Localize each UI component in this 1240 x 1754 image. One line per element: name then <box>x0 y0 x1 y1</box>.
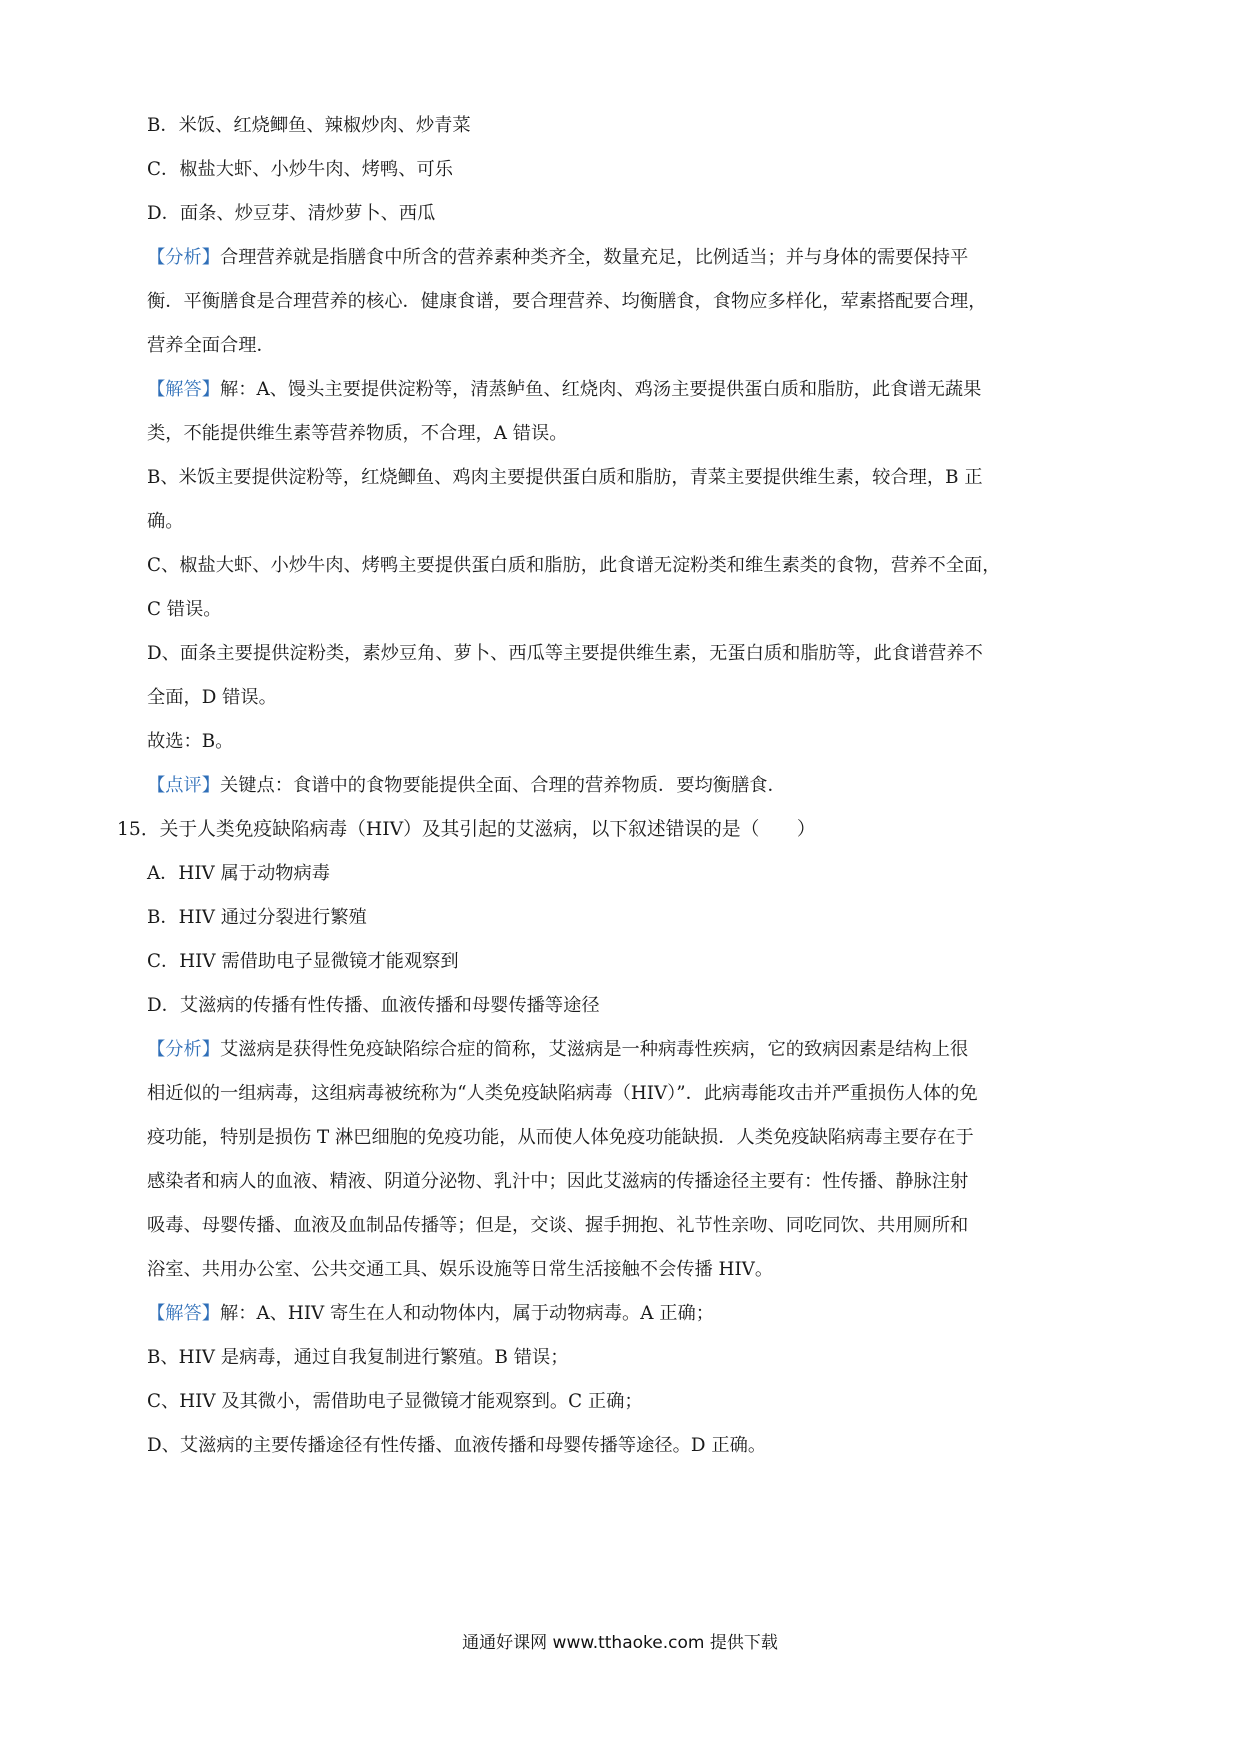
q14-answer-b-1: B、米饭主要提供淀粉等，红烧鲫鱼、鸡肉主要提供蛋白质和脂肪，青菜主要提供维生素，较合理，B 正 <box>147 467 983 488</box>
q14-analysis-line-2: 衡．平衡膳食是合理营养的核心．健康食谱，要合理营养、均衡膳食，食物应多样化，荤素搭配要合理， <box>147 291 987 312</box>
answer-tag: 【解答】 <box>147 1303 220 1324</box>
q14-answer-b-2: 确。 <box>147 511 184 532</box>
q14-option-b: B．米饭、红烧鲫鱼、辣椒炒肉、炒青菜 <box>147 115 471 136</box>
page-footer: 通通好课网 www.tthaoke.com 提供下载 <box>462 1633 778 1653</box>
q14-analysis-line-3: 营养全面合理． <box>147 335 275 356</box>
comment-tag: 【点评】 <box>147 775 220 796</box>
answer-text: 解：A、HIV 寄生在人和动物体内，属于动物病毒。A 正确； <box>220 1303 715 1324</box>
q15-stem: 15．关于人类免疫缺陷病毒（HIV）及其引起的艾滋病，以下叙述错误的是（ ） <box>117 819 816 840</box>
q15-analysis-line-2: 相近似的一组病毒，这组病毒被统称为“人类免疫缺陷病毒（HIV）”．此病毒能攻击并严重损伤人体的免 <box>147 1083 978 1104</box>
q15-option-b: B．HIV 通过分裂进行繁殖 <box>147 907 367 928</box>
q14-answer-c-1: C、椒盐大虾、小炒牛肉、烤鸭主要提供蛋白质和脂肪，此食谱无淀粉类和维生素类的食物，营养不全面， <box>147 555 1001 576</box>
q15-analysis-line-5: 吸毒、母婴传播、血液及血制品传播等；但是，交谈、握手拥抱、礼节性亲吻、同吃同饮、共用厕所和 <box>147 1215 969 1236</box>
q15-analysis-line-4: 感染者和病人的血液、精液、阴道分泌物、乳汁中；因此艾滋病的传播途径主要有：性传播、静脉注射 <box>147 1171 969 1192</box>
q14-option-c: C．椒盐大虾、小炒牛肉、烤鸭、可乐 <box>147 159 453 180</box>
analysis-tag: 【分析】 <box>147 247 220 268</box>
q15-option-c: C．HIV 需借助电子显微镜才能观察到 <box>147 951 459 972</box>
q15-analysis-line-1 <box>0 1036 1240 1064</box>
q15-answer-b: B、HIV 是病毒，通过自我复制进行繁殖。B 错误； <box>147 1347 569 1368</box>
q14-answer-line-2: 类，不能提供维生素等营养物质，不合理，A 错误。 <box>147 423 568 444</box>
q14-answer-d-1: D、面条主要提供淀粉类，素炒豆角、萝卜、西瓜等主要提供维生素，无蛋白质和脂肪等，此食谱营养不 <box>147 643 983 664</box>
analysis-text: 艾滋病是获得性免疫缺陷综合症的简称，艾滋病是一种病毒性疾病，它的致病因素是结构上很 <box>220 1039 969 1060</box>
q15-analysis-line-3: 疫功能，特别是损伤 T 淋巴细胞的免疫功能，从而使人体免疫功能缺损．人类免疫缺陷病毒主要存在于 <box>147 1127 974 1148</box>
q14-answer-choice: 故选：B。 <box>147 731 234 752</box>
q15-option-d: D．艾滋病的传播有性传播、血液传播和母婴传播等途径 <box>147 995 600 1016</box>
q15-answer-d: D、艾滋病的主要传播途径有性传播、血液传播和母婴传播等途径。D 正确。 <box>147 1435 767 1456</box>
comment-text: 关键点：食谱中的食物要能提供全面、合理的营养物质．要均衡膳食． <box>220 775 786 796</box>
q15-answer-c: C、HIV 及其微小，需借助电子显微镜才能观察到。C 正确； <box>147 1391 643 1412</box>
q15-answer-a <box>0 1300 1240 1328</box>
analysis-tag: 【分析】 <box>147 1039 220 1060</box>
q14-answer-d-2: 全面，D 错误。 <box>147 687 277 708</box>
answer-tag: 【解答】 <box>147 379 220 400</box>
q15-option-a: A．HIV 属于动物病毒 <box>147 863 331 884</box>
answer-text: 解：A、馒头主要提供淀粉等，清蒸鲈鱼、红烧肉、鸡汤主要提供蛋白质和脂肪，此食谱无蔬果 <box>220 379 982 400</box>
q14-option-d: D．面条、炒豆芽、清炒萝卜、西瓜 <box>147 203 436 224</box>
q15-analysis-line-6: 浴室、共用办公室、公共交通工具、娱乐设施等日常生活接触不会传播 HIV。 <box>147 1259 774 1280</box>
q14-answer-line-1 <box>0 376 1240 404</box>
q14-analysis-line-1 <box>0 244 1240 272</box>
q14-answer-c-2: C 错误。 <box>147 599 222 620</box>
q14-comment <box>0 772 1240 800</box>
analysis-text: 合理营养就是指膳食中所含的营养素种类齐全，数量充足，比例适当；并与身体的需要保持平 <box>220 247 969 268</box>
